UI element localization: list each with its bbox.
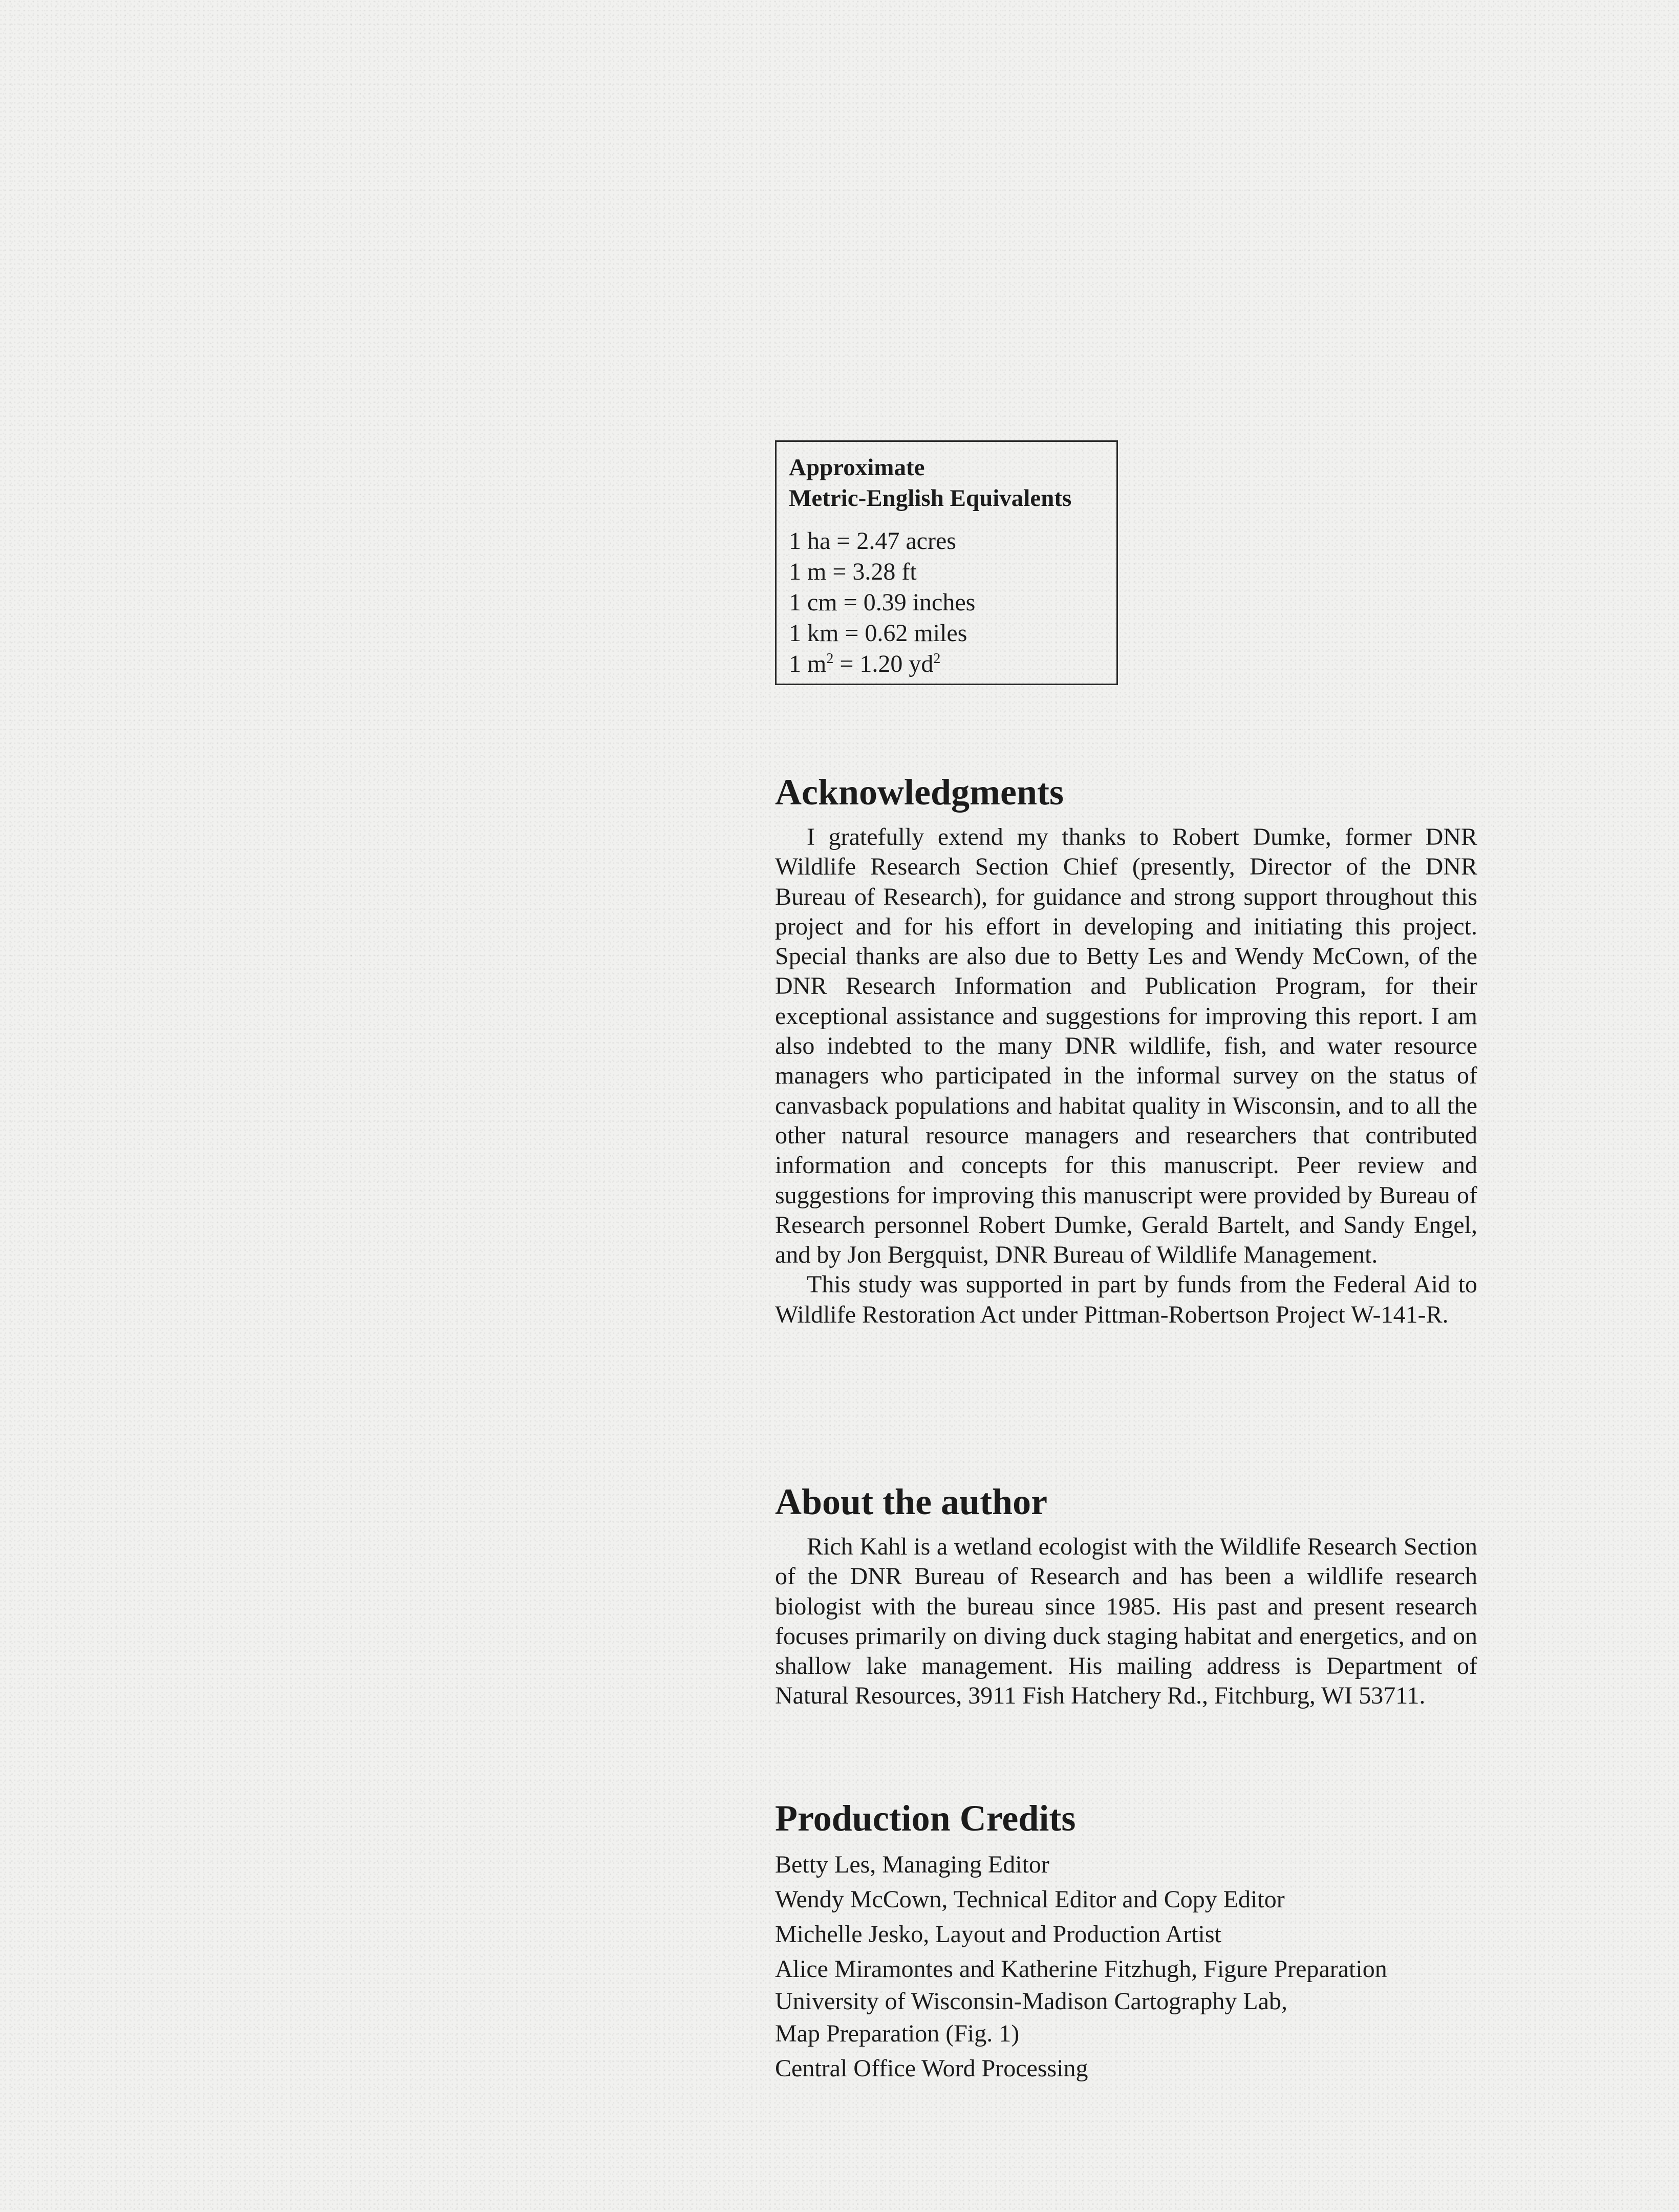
equivalent-centimeter: 1 cm = 0.39 inches bbox=[789, 589, 976, 616]
metric-equivalents-box bbox=[775, 440, 1118, 685]
area-right-exponent: 2 bbox=[933, 651, 941, 667]
acknowledgments-paragraph-2: This study was supported in part by funds from the Federal Aid to Wildlife Restoration Act under Pittman-Robertson Project W-141-R. bbox=[775, 1271, 1477, 1328]
metric-box-title-line1: Approximate bbox=[789, 454, 925, 481]
credit-figure-preparation: Alice Miramontes and Katherine Fitzhugh, Figure Preparation bbox=[775, 1955, 1387, 1983]
area-left: 1 m bbox=[789, 650, 827, 677]
credit-managing-editor: Betty Les, Managing Editor bbox=[775, 1851, 1049, 1878]
credit-layout-artist: Michelle Jesko, Layout and Production Artist bbox=[775, 1921, 1221, 1948]
about-author-paragraph: Rich Kahl is a wetland ecologist with the Wildlife Research Section of the DNR Bureau of Research and has been a wildlife research biologist with the bureau since 1985. His past and present research focuses primarily on diving duck staging habitat and energetics, and on shallow lake management. His mailing address is Department of Natural Resources, 3911 Fish Hatchery Rd., Fitchburg, WI 53711. bbox=[775, 1533, 1477, 1710]
credit-technical-editor: Wendy McCown, Technical Editor and Copy Editor bbox=[775, 1886, 1285, 1913]
area-left-exponent: 2 bbox=[826, 651, 834, 667]
equivalent-meter: 1 m = 3.28 ft bbox=[789, 558, 917, 585]
metric-equivalents-list bbox=[789, 526, 1104, 679]
production-credits-heading: Production Credits bbox=[775, 1798, 1076, 1839]
credit-cartography-lab: University of Wisconsin-Madison Cartography Lab, bbox=[775, 1988, 1288, 2015]
metric-box-title-line2: Metric-English Equivalents bbox=[789, 485, 1072, 512]
acknowledgments-paragraph-1: I gratefully extend my thanks to Robert Dumke, former DNR Wildlife Research Section Chief (presently, Director of the DNR Bureau of Research), for guidance and strong support throughout this project and for his effort in developing and initiating this project. Special thanks are also due to Betty Les and Wendy McCown, of the DNR Research Information and Publication Program, for their exceptional assistance and suggestions for improving this report. I am also indebted to the many DNR wildlife, fish, and water resource managers who participated in the informal survey on the status of canvasback populations and habitat quality in Wisconsin, and to all the other natural resource managers and researchers that contributed information and concepts for this manuscript. Peer review and suggestions for improving this manuscript were provided by Bureau of Research personnel Robert Dumke, Gerald Bartelt, and Sandy Engel, and by Jon Bergquist, DNR Bureau of Wildlife Management. bbox=[775, 823, 1477, 1269]
credit-word-processing: Central Office Word Processing bbox=[775, 2055, 1088, 2082]
equivalent-square-meter bbox=[789, 649, 1104, 679]
about-author-heading: About the author bbox=[775, 1481, 1048, 1522]
production-credits-section bbox=[775, 1795, 1477, 2086]
equivalent-kilometer: 1 km = 0.62 miles bbox=[789, 620, 967, 647]
credit-map-preparation: Map Preparation (Fig. 1) bbox=[775, 2020, 1020, 2047]
equivalent-hectare: 1 ha = 2.47 acres bbox=[789, 527, 956, 555]
about-author-section bbox=[775, 1479, 1477, 1711]
area-right: = 1.20 yd bbox=[833, 650, 934, 677]
acknowledgments-heading: Acknowledgments bbox=[775, 772, 1064, 813]
acknowledgments-section bbox=[775, 769, 1477, 1330]
